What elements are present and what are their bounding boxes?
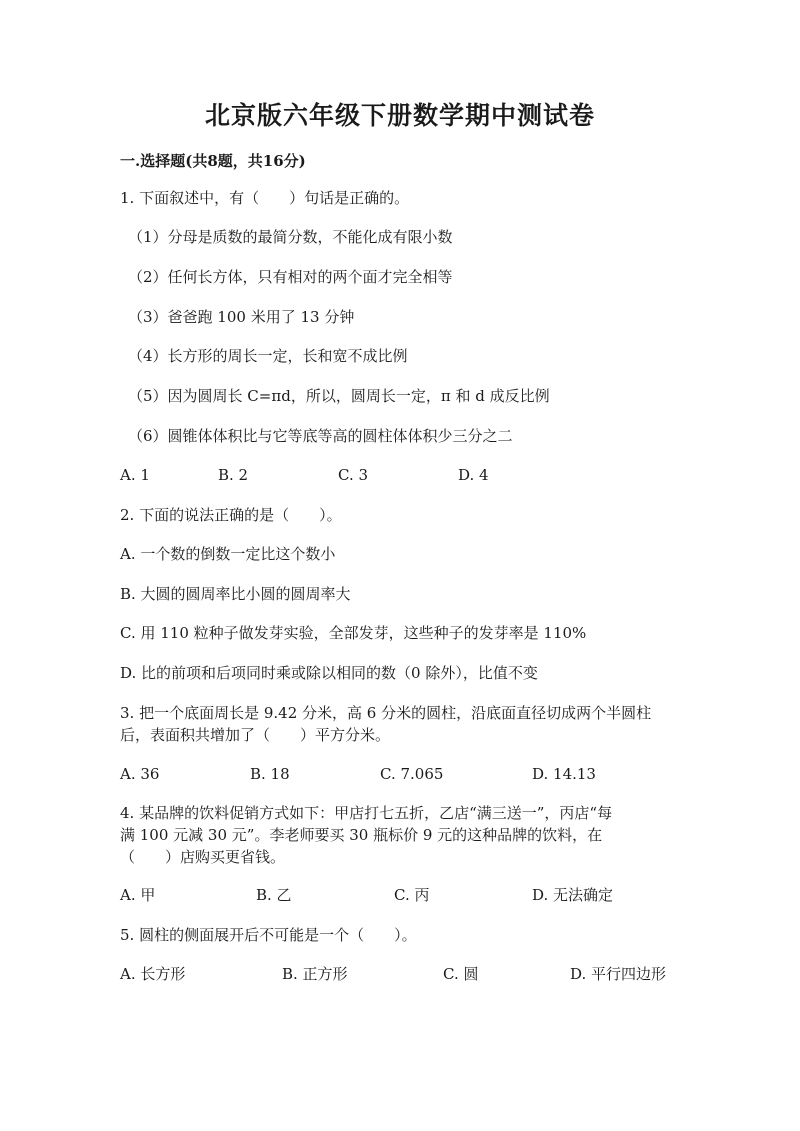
question-4-option-b: B. 乙	[256, 886, 292, 904]
page-title: 北京版六年级下册数学期中测试卷	[204, 101, 595, 130]
question-3-option-d: D. 14.13	[532, 765, 596, 783]
question-3-option-a: A. 36	[120, 765, 160, 783]
question-1-item: （3）爸爸跑 100 米用了 13 分钟	[128, 308, 355, 326]
question-5-option-c: C. 圆	[443, 965, 479, 983]
question-4-stem-line-1: 4. 某品牌的饮料促销方式如下：甲店打七五折，乙店“满三送一”，丙店“每	[120, 804, 613, 822]
question-1-option-d: D. 4	[458, 466, 489, 484]
question-4-stem-line-2: 满 100 元减 30 元”。李老师要买 30 瓶标价 9 元的这种品牌的饮料，在	[120, 826, 603, 844]
question-4-stem-line-3: （ ）店购买更省钱。	[120, 848, 286, 866]
question-1-item: （6）圆锥体体积比与它等底等高的圆柱体体积少三分之二	[128, 427, 513, 445]
question-4-option-c: C. 丙	[394, 886, 430, 904]
question-3-option-c: C. 7.065	[380, 765, 444, 783]
question-1-option-a: A. 1	[120, 466, 150, 484]
question-4-option-a: A. 甲	[120, 886, 156, 904]
question-1-item: （4）长方形的周长一定，长和宽不成比例	[128, 347, 408, 365]
question-3-option-b: B. 18	[250, 765, 290, 783]
question-5-option-d: D. 平行四边形	[570, 965, 667, 983]
question-3-stem-line-2: 后，表面积共增加了（ ）平方分米。	[120, 726, 391, 744]
question-3-stem-line-1: 3. 把一个底面周长是 9.42 分米，高 6 分米的圆柱，沿底面直径切成两个半圆柱	[120, 704, 652, 722]
question-1-item: （5）因为圆周长 C=πd，所以，圆周长一定，π 和 d 成反比例	[128, 387, 550, 405]
question-1-item: （1）分母是质数的最简分数，不能化成有限小数	[128, 228, 453, 246]
question-1-option-b: B. 2	[218, 466, 249, 484]
question-4-option-d: D. 无法确定	[532, 886, 614, 904]
question-5-stem: 5. 圆柱的侧面展开后不可能是一个（ ）。	[120, 926, 417, 944]
question-2-option-b: B. 大圆的圆周率比小圆的圆周率大	[120, 585, 351, 603]
question-1-stem: 1. 下面叙述中，有（ ）句话是正确的。	[120, 189, 410, 207]
section-heading: 一.选择题(共8题，共16分)	[120, 152, 306, 170]
question-1-option-c: C. 3	[338, 466, 369, 484]
question-1-item: （2）任何长方体，只有相对的两个面才完全相等	[128, 268, 453, 286]
question-2-stem: 2. 下面的说法正确的是（ ）。	[120, 506, 342, 524]
question-5-option-b: B. 正方形	[282, 965, 348, 983]
question-2-option-d: D. 比的前项和后项同时乘或除以相同的数（0 除外），比值不变	[120, 664, 538, 682]
question-2-option-a: A. 一个数的倒数一定比这个数小	[120, 545, 336, 563]
question-2-option-c: C. 用 110 粒种子做发芽实验，全部发芽，这些种子的发芽率是 110%	[120, 624, 587, 642]
question-5-option-a: A. 长方形	[120, 965, 186, 983]
